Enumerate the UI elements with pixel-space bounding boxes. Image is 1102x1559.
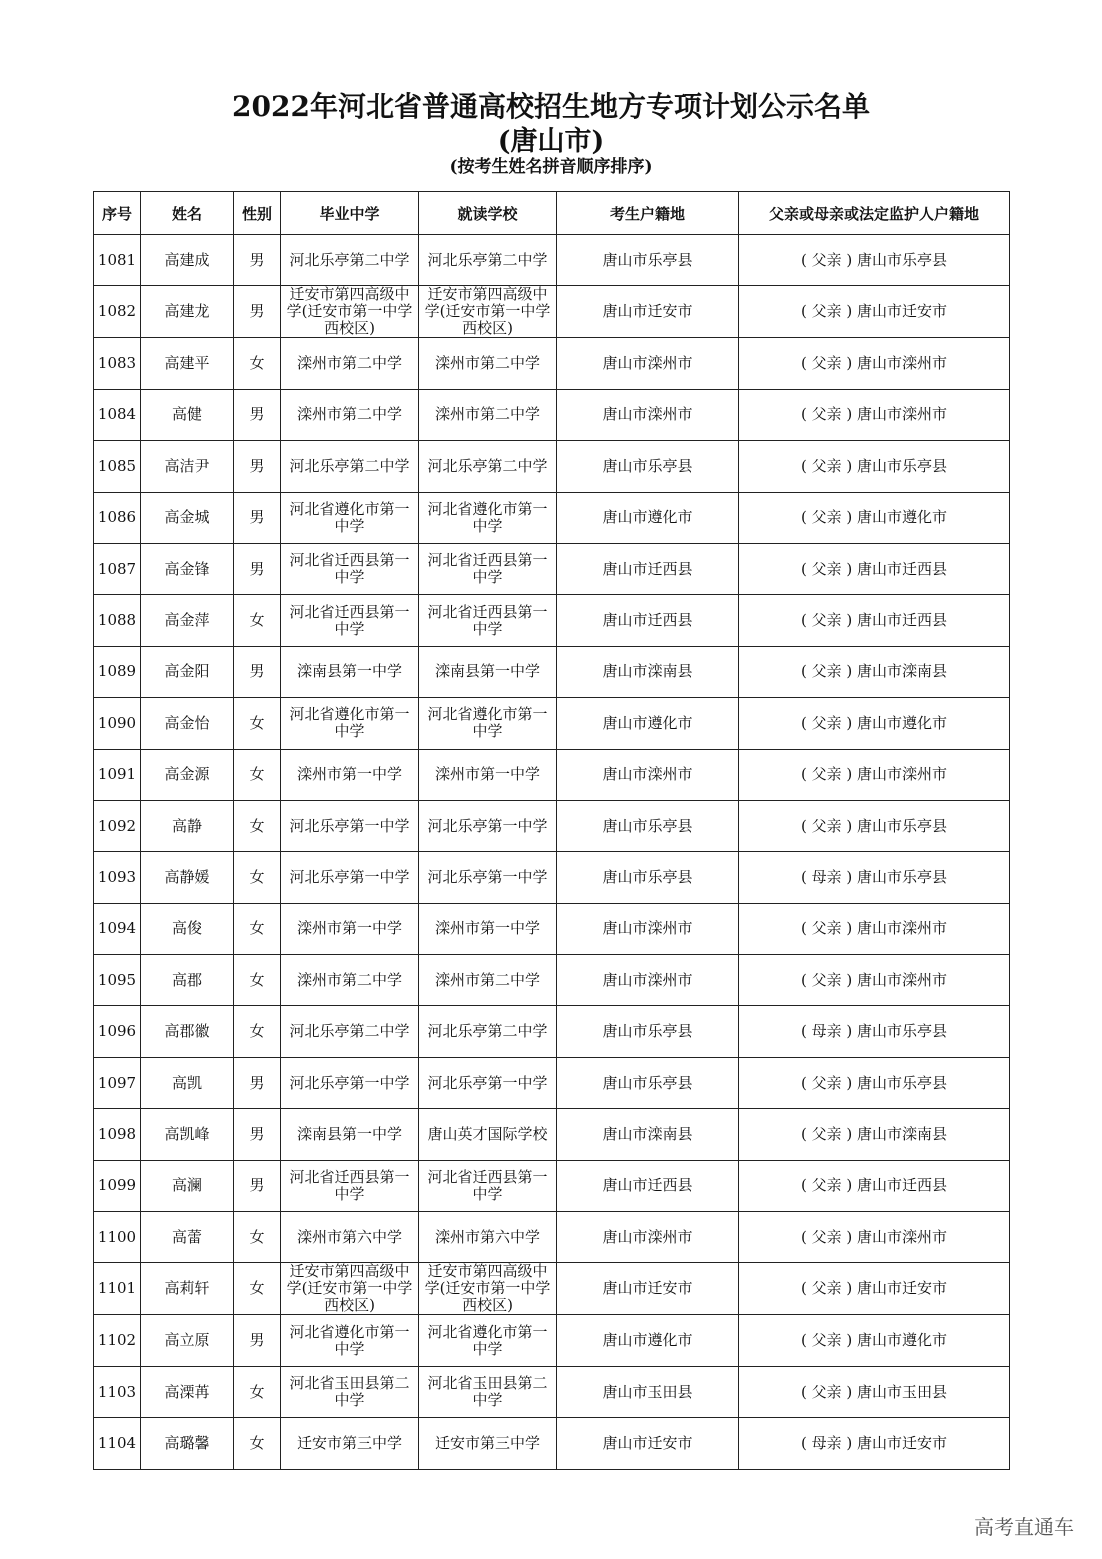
- cell-student-residence: 唐山市滦州市: [557, 903, 739, 954]
- cell-number: 1102: [94, 1315, 141, 1366]
- table-row: [94, 1109, 1010, 1160]
- cell-graduation-school: 河北乐亭第二中学: [281, 1006, 419, 1057]
- cell-current-school: 滦州市第一中学: [419, 749, 557, 800]
- table-row: [94, 1418, 1010, 1469]
- cell-graduation-school: 河北乐亭第一中学: [281, 852, 419, 903]
- cell-graduation-school: 滦州市第一中学: [281, 749, 419, 800]
- cell-name: 高静媛: [141, 852, 234, 903]
- cell-current-school: 滦州市第一中学: [419, 903, 557, 954]
- table-row: [94, 492, 1010, 543]
- cell-gender: 女: [234, 800, 281, 851]
- cell-number: 1099: [94, 1160, 141, 1211]
- table-row: [94, 1212, 1010, 1263]
- cell-current-school: 河北省遵化市第一中学: [419, 698, 557, 749]
- guardian-residence: 唐山市乐亭县: [857, 1073, 948, 1092]
- cell-guardian-residence: ( 父亲 ) 唐山市遵化市: [739, 1315, 1010, 1366]
- cell-gender: 女: [234, 749, 281, 800]
- col-header-graduation-school: 毕业中学: [281, 192, 419, 235]
- guardian-residence: 唐山市迁西县: [857, 611, 948, 630]
- cell-guardian-residence: ( 父亲 ) 唐山市迁安市: [739, 286, 1010, 338]
- guardian-relation: 父亲: [811, 1073, 842, 1092]
- cell-name: 高郡徽: [141, 1006, 234, 1057]
- cell-gender: 女: [234, 903, 281, 954]
- cell-student-residence: 唐山市滦州市: [557, 389, 739, 440]
- cell-name: 高金源: [141, 749, 234, 800]
- cell-graduation-school: 滦州市第一中学: [281, 903, 419, 954]
- table-row: [94, 543, 1010, 594]
- guardian-residence: 唐山市迁西县: [857, 559, 948, 578]
- cell-gender: 男: [234, 1109, 281, 1160]
- cell-name: 高凯: [141, 1057, 234, 1108]
- cell-name: 高健: [141, 389, 234, 440]
- cell-number: 1091: [94, 749, 141, 800]
- table-row: [94, 338, 1010, 389]
- table-row: [94, 1366, 1010, 1417]
- cell-guardian-residence: ( 父亲 ) 唐山市滦南县: [739, 1109, 1010, 1160]
- cell-guardian-residence: ( 父亲 ) 唐山市滦州市: [739, 955, 1010, 1006]
- cell-number: 1089: [94, 646, 141, 697]
- cell-guardian-residence: ( 母亲 ) 唐山市乐亭县: [739, 1006, 1010, 1057]
- cell-guardian-residence: ( 父亲 ) 唐山市迁西县: [739, 1160, 1010, 1211]
- guardian-relation: 父亲: [811, 1279, 842, 1298]
- cell-number: 1101: [94, 1263, 141, 1315]
- col-header-number: 序号: [94, 192, 141, 235]
- cell-graduation-school: 迁安市第四高级中学(迁安市第一中学西校区): [281, 1263, 419, 1315]
- cell-name: 高金城: [141, 492, 234, 543]
- cell-guardian-residence: ( 母亲 ) 唐山市迁安市: [739, 1418, 1010, 1469]
- guardian-residence: 唐山市滦州市: [857, 1227, 948, 1246]
- cell-graduation-school: 迁安市第三中学: [281, 1418, 419, 1469]
- cell-guardian-residence: ( 父亲 ) 唐山市滦南县: [739, 646, 1010, 697]
- cell-guardian-residence: ( 父亲 ) 唐山市迁安市: [739, 1263, 1010, 1315]
- cell-guardian-residence: ( 父亲 ) 唐山市遵化市: [739, 492, 1010, 543]
- cell-current-school: 河北乐亭第二中学: [419, 235, 557, 286]
- cell-graduation-school: 河北乐亭第一中学: [281, 1057, 419, 1108]
- table-row: [94, 441, 1010, 492]
- col-header-student-residence: 考生户籍地: [557, 192, 739, 235]
- cell-name: 高金阳: [141, 646, 234, 697]
- guardian-relation: 父亲: [811, 302, 842, 321]
- cell-name: 高金怡: [141, 698, 234, 749]
- col-header-name: 姓名: [141, 192, 234, 235]
- guardian-residence: 唐山市滦州市: [857, 354, 948, 373]
- cell-name: 高莉轩: [141, 1263, 234, 1315]
- cell-name: 高建成: [141, 235, 234, 286]
- guardian-relation: 父亲: [811, 1382, 842, 1401]
- guardian-relation: 母亲: [811, 867, 842, 886]
- guardian-residence: 唐山市乐亭县: [857, 816, 948, 835]
- cell-student-residence: 唐山市滦州市: [557, 955, 739, 1006]
- cell-graduation-school: 河北省遵化市第一中学: [281, 492, 419, 543]
- guardian-relation: 父亲: [811, 970, 842, 989]
- cell-current-school: 河北省迁西县第一中学: [419, 595, 557, 646]
- table-row: [94, 389, 1010, 440]
- cell-current-school: 唐山英才国际学校: [419, 1109, 557, 1160]
- city-subtitle: (唐山市): [497, 126, 605, 157]
- guardian-relation: 父亲: [811, 816, 842, 835]
- cell-current-school: 河北省遵化市第一中学: [419, 492, 557, 543]
- cell-guardian-residence: ( 父亲 ) 唐山市滦州市: [739, 1212, 1010, 1263]
- cell-gender: 男: [234, 441, 281, 492]
- cell-graduation-school: 迁安市第四高级中学(迁安市第一中学西校区): [281, 286, 419, 338]
- cell-gender: 男: [234, 389, 281, 440]
- cell-student-residence: 唐山市迁西县: [557, 595, 739, 646]
- cell-student-residence: 唐山市玉田县: [557, 1366, 739, 1417]
- cell-current-school: 河北乐亭第一中学: [419, 1057, 557, 1108]
- cell-student-residence: 唐山市滦南县: [557, 646, 739, 697]
- cell-current-school: 滦州市第二中学: [419, 955, 557, 1006]
- cell-gender: 男: [234, 235, 281, 286]
- col-header-gender: 性别: [234, 192, 281, 235]
- guardian-residence: 唐山市迁西县: [857, 1176, 948, 1195]
- guardian-relation: 父亲: [811, 919, 842, 938]
- cell-graduation-school: 河北省迁西县第一中学: [281, 595, 419, 646]
- cell-number: 1103: [94, 1366, 141, 1417]
- cell-guardian-residence: ( 父亲 ) 唐山市乐亭县: [739, 800, 1010, 851]
- cell-student-residence: 唐山市滦州市: [557, 1212, 739, 1263]
- guardian-residence: 唐山市乐亭县: [857, 867, 948, 886]
- cell-current-school: 河北省迁西县第一中学: [419, 1160, 557, 1211]
- guardian-residence: 唐山市迁安市: [857, 1433, 948, 1452]
- guardian-relation: 父亲: [811, 611, 842, 630]
- table-row: [94, 595, 1010, 646]
- cell-graduation-school: 滦州市第二中学: [281, 955, 419, 1006]
- guardian-relation: 父亲: [811, 1176, 842, 1195]
- cell-student-residence: 唐山市滦州市: [557, 338, 739, 389]
- guardian-relation: 父亲: [811, 456, 842, 475]
- cell-graduation-school: 滦南县第一中学: [281, 1109, 419, 1160]
- guardian-residence: 唐山市迁安市: [857, 302, 948, 321]
- cell-student-residence: 唐山市遵化市: [557, 698, 739, 749]
- cell-gender: 女: [234, 852, 281, 903]
- cell-gender: 女: [234, 1212, 281, 1263]
- cell-student-residence: 唐山市迁安市: [557, 1418, 739, 1469]
- table-row: [94, 955, 1010, 1006]
- guardian-relation: 父亲: [811, 1331, 842, 1350]
- table-row: [94, 286, 1010, 338]
- cell-graduation-school: 滦州市第二中学: [281, 389, 419, 440]
- table-row: [94, 698, 1010, 749]
- table-row: [94, 646, 1010, 697]
- cell-number: 1086: [94, 492, 141, 543]
- cell-gender: 男: [234, 543, 281, 594]
- guardian-residence: 唐山市乐亭县: [857, 456, 948, 475]
- table-row: [94, 800, 1010, 851]
- cell-current-school: 河北乐亭第二中学: [419, 1006, 557, 1057]
- cell-number: 1084: [94, 389, 141, 440]
- cell-gender: 女: [234, 1418, 281, 1469]
- guardian-residence: 唐山市迁安市: [857, 1279, 948, 1298]
- cell-number: 1081: [94, 235, 141, 286]
- cell-current-school: 滦州市第六中学: [419, 1212, 557, 1263]
- cell-graduation-school: 河北省玉田县第二中学: [281, 1366, 419, 1417]
- cell-name: 高凯峰: [141, 1109, 234, 1160]
- cell-current-school: 河北省遵化市第一中学: [419, 1315, 557, 1366]
- cell-graduation-school: 河北省遵化市第一中学: [281, 1315, 419, 1366]
- cell-gender: 男: [234, 1057, 281, 1108]
- cell-name: 高洁尹: [141, 441, 234, 492]
- cell-guardian-residence: ( 父亲 ) 唐山市玉田县: [739, 1366, 1010, 1417]
- cell-graduation-school: 河北乐亭第一中学: [281, 800, 419, 851]
- cell-name: 高静: [141, 800, 234, 851]
- guardian-relation: 父亲: [811, 250, 842, 269]
- cell-number: 1083: [94, 338, 141, 389]
- cell-name: 高立原: [141, 1315, 234, 1366]
- cell-guardian-residence: ( 父亲 ) 唐山市滦州市: [739, 338, 1010, 389]
- table-row: [94, 1057, 1010, 1108]
- watermark: 高考直通车: [974, 1515, 1074, 1539]
- cell-number: 1087: [94, 543, 141, 594]
- cell-gender: 女: [234, 955, 281, 1006]
- cell-guardian-residence: ( 母亲 ) 唐山市乐亭县: [739, 852, 1010, 903]
- cell-number: 1097: [94, 1057, 141, 1108]
- cell-student-residence: 唐山市遵化市: [557, 1315, 739, 1366]
- cell-student-residence: 唐山市迁安市: [557, 1263, 739, 1315]
- cell-student-residence: 唐山市遵化市: [557, 492, 739, 543]
- guardian-residence: 唐山市遵化市: [857, 508, 948, 527]
- cell-name: 高溧苒: [141, 1366, 234, 1417]
- cell-gender: 男: [234, 286, 281, 338]
- cell-guardian-residence: ( 父亲 ) 唐山市迁西县: [739, 595, 1010, 646]
- cell-graduation-school: 河北乐亭第二中学: [281, 235, 419, 286]
- cell-number: 1088: [94, 595, 141, 646]
- cell-name: 高璐馨: [141, 1418, 234, 1469]
- col-header-guardian-residence: 父亲或母亲或法定监护人户籍地: [739, 192, 1010, 235]
- guardian-relation: 父亲: [811, 508, 842, 527]
- table-row: [94, 1315, 1010, 1366]
- cell-student-residence: 唐山市乐亭县: [557, 852, 739, 903]
- sort-note: (按考生姓名拼音顺序排序): [449, 157, 653, 177]
- cell-guardian-residence: ( 父亲 ) 唐山市乐亭县: [739, 1057, 1010, 1108]
- cell-name: 高金萍: [141, 595, 234, 646]
- cell-current-school: 河北省玉田县第二中学: [419, 1366, 557, 1417]
- guardian-residence: 唐山市乐亭县: [857, 1022, 948, 1041]
- cell-name: 高蕾: [141, 1212, 234, 1263]
- cell-guardian-residence: ( 父亲 ) 唐山市滦州市: [739, 749, 1010, 800]
- guardian-relation: 父亲: [811, 713, 842, 732]
- cell-gender: 男: [234, 492, 281, 543]
- cell-current-school: 迁安市第四高级中学(迁安市第一中学西校区): [419, 1263, 557, 1315]
- cell-graduation-school: 滦州市第二中学: [281, 338, 419, 389]
- cell-current-school: 河北乐亭第二中学: [419, 441, 557, 492]
- cell-gender: 男: [234, 646, 281, 697]
- table-row: [94, 1006, 1010, 1057]
- guardian-residence: 唐山市遵化市: [857, 1331, 948, 1350]
- cell-student-residence: 唐山市滦南县: [557, 1109, 739, 1160]
- cell-number: 1096: [94, 1006, 141, 1057]
- cell-student-residence: 唐山市滦州市: [557, 749, 739, 800]
- table-body: [94, 235, 1010, 1470]
- guardian-residence: 唐山市玉田县: [857, 1382, 948, 1401]
- cell-graduation-school: 滦南县第一中学: [281, 646, 419, 697]
- guardian-residence: 唐山市遵化市: [857, 713, 948, 732]
- table-row: [94, 852, 1010, 903]
- table-header-row: [94, 192, 1010, 235]
- page-title: 2022年河北省普通高校招生地方专项计划公示名单: [232, 90, 870, 123]
- cell-guardian-residence: ( 父亲 ) 唐山市滦州市: [739, 903, 1010, 954]
- cell-number: 1092: [94, 800, 141, 851]
- cell-student-residence: 唐山市乐亭县: [557, 800, 739, 851]
- cell-graduation-school: 河北省迁西县第一中学: [281, 543, 419, 594]
- cell-graduation-school: 河北省遵化市第一中学: [281, 698, 419, 749]
- cell-gender: 女: [234, 698, 281, 749]
- guardian-residence: 唐山市滦南县: [857, 1124, 948, 1143]
- cell-number: 1100: [94, 1212, 141, 1263]
- cell-gender: 女: [234, 338, 281, 389]
- cell-student-residence: 唐山市迁西县: [557, 543, 739, 594]
- cell-number: 1095: [94, 955, 141, 1006]
- cell-number: 1085: [94, 441, 141, 492]
- guardian-relation: 父亲: [811, 1124, 842, 1143]
- guardian-relation: 父亲: [811, 765, 842, 784]
- cell-current-school: 河北省迁西县第一中学: [419, 543, 557, 594]
- cell-number: 1094: [94, 903, 141, 954]
- cell-current-school: 滦南县第一中学: [419, 646, 557, 697]
- cell-current-school: 迁安市第三中学: [419, 1418, 557, 1469]
- cell-guardian-residence: ( 父亲 ) 唐山市乐亭县: [739, 235, 1010, 286]
- cell-gender: 女: [234, 595, 281, 646]
- cell-current-school: 河北乐亭第一中学: [419, 800, 557, 851]
- guardian-relation: 父亲: [811, 354, 842, 373]
- cell-gender: 女: [234, 1006, 281, 1057]
- cell-gender: 女: [234, 1263, 281, 1315]
- cell-guardian-residence: ( 父亲 ) 唐山市遵化市: [739, 698, 1010, 749]
- guardian-relation: 母亲: [811, 1022, 842, 1041]
- guardian-relation: 父亲: [811, 405, 842, 424]
- table-row: [94, 235, 1010, 286]
- guardian-residence: 唐山市滦州市: [857, 765, 948, 784]
- cell-name: 高建龙: [141, 286, 234, 338]
- cell-graduation-school: 河北省迁西县第一中学: [281, 1160, 419, 1211]
- cell-name: 高金锋: [141, 543, 234, 594]
- cell-student-residence: 唐山市迁西县: [557, 1160, 739, 1211]
- cell-name: 高澜: [141, 1160, 234, 1211]
- cell-number: 1104: [94, 1418, 141, 1469]
- roster-table: [93, 191, 1010, 1470]
- cell-current-school: 迁安市第四高级中学(迁安市第一中学西校区): [419, 286, 557, 338]
- guardian-residence: 唐山市乐亭县: [857, 250, 948, 269]
- cell-student-residence: 唐山市迁安市: [557, 286, 739, 338]
- guardian-relation: 母亲: [811, 1433, 842, 1452]
- guardian-relation: 父亲: [811, 1227, 842, 1246]
- cell-name: 高郡: [141, 955, 234, 1006]
- cell-current-school: 河北乐亭第一中学: [419, 852, 557, 903]
- cell-guardian-residence: ( 父亲 ) 唐山市迁西县: [739, 543, 1010, 594]
- guardian-residence: 唐山市滦州市: [857, 405, 948, 424]
- cell-current-school: 滦州市第二中学: [419, 389, 557, 440]
- cell-graduation-school: 河北乐亭第二中学: [281, 441, 419, 492]
- table-row: [94, 903, 1010, 954]
- cell-guardian-residence: ( 父亲 ) 唐山市滦州市: [739, 389, 1010, 440]
- cell-current-school: 滦州市第二中学: [419, 338, 557, 389]
- guardian-residence: 唐山市滦州市: [857, 970, 948, 989]
- guardian-relation: 父亲: [811, 662, 842, 681]
- cell-number: 1098: [94, 1109, 141, 1160]
- cell-number: 1093: [94, 852, 141, 903]
- guardian-residence: 唐山市滦州市: [857, 919, 948, 938]
- col-header-current-school: 就读学校: [419, 192, 557, 235]
- cell-gender: 女: [234, 1366, 281, 1417]
- guardian-residence: 唐山市滦南县: [857, 662, 948, 681]
- cell-name: 高建平: [141, 338, 234, 389]
- cell-graduation-school: 滦州市第六中学: [281, 1212, 419, 1263]
- cell-name: 高俊: [141, 903, 234, 954]
- cell-number: 1082: [94, 286, 141, 338]
- cell-number: 1090: [94, 698, 141, 749]
- cell-guardian-residence: ( 父亲 ) 唐山市乐亭县: [739, 441, 1010, 492]
- cell-student-residence: 唐山市乐亭县: [557, 1057, 739, 1108]
- cell-gender: 男: [234, 1160, 281, 1211]
- cell-student-residence: 唐山市乐亭县: [557, 235, 739, 286]
- table-row: [94, 1263, 1010, 1315]
- cell-gender: 男: [234, 1315, 281, 1366]
- cell-student-residence: 唐山市乐亭县: [557, 1006, 739, 1057]
- table-row: [94, 749, 1010, 800]
- cell-student-residence: 唐山市乐亭县: [557, 441, 739, 492]
- guardian-relation: 父亲: [811, 559, 842, 578]
- table-row: [94, 1160, 1010, 1211]
